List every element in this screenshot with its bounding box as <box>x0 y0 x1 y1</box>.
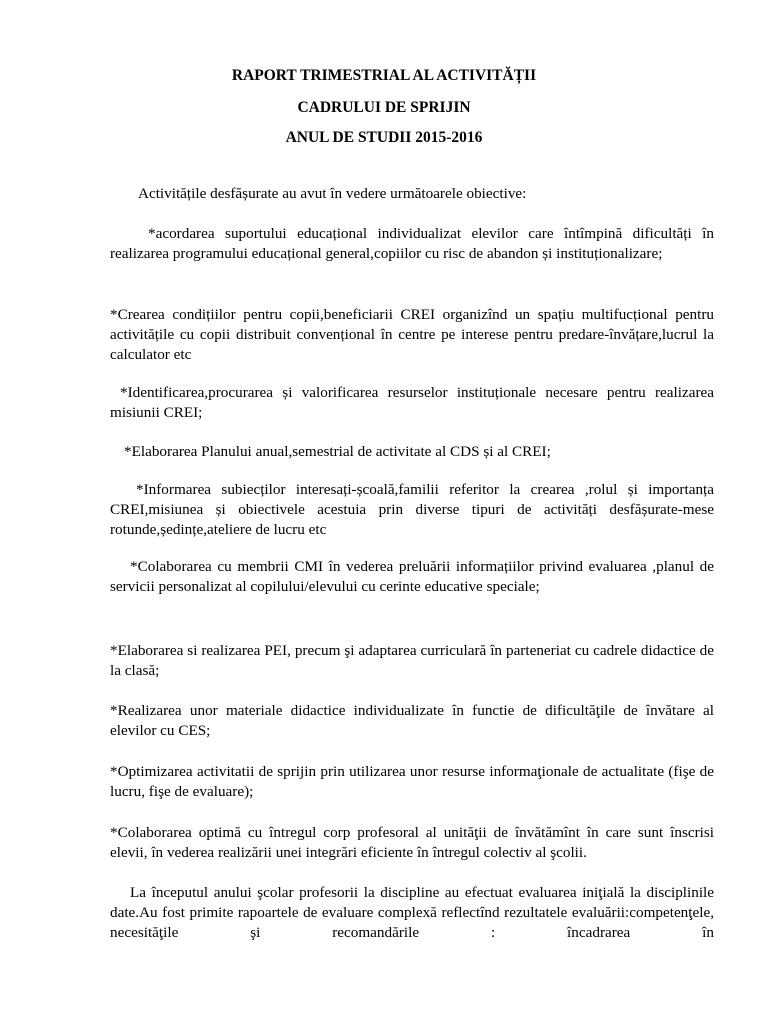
document-title-line-3: ANUL DE STUDII 2015-2016 <box>285 129 483 146</box>
document-title-line-2: CADRULUI DE SPRIJIN <box>297 99 471 116</box>
objective-paragraph-7: *Elaborarea si realizarea PEI, precum şi adaptarea curriculară în parteneriat cu cadrele didactice de la clasă; <box>110 642 714 679</box>
objective-paragraph-5: *Informarea subiecților interesați-școală,familii referitor la crearea ,rolul și importanța CREI,misiunea și obiectivele acestuia prin diverse tipuri de activități desfășurate-mese rotunde,ședințe,ateliere de lucru etc <box>110 481 714 538</box>
objective-paragraph-8: *Realizarea unor materiale didactice individualizate în functie de dificultăţile de învătare al elevilor cu CES; <box>110 702 714 739</box>
objective-paragraph-6: *Colaborarea cu membrii CMI în vederea preluării informațiilor privind evaluarea ,planul de servicii personalizat al copilului/elevului cu cerinte educative speciale; <box>110 558 714 595</box>
body-paragraph-evaluation: La începutul anului şcolar profesorii la discipline au efectuat evaluarea iniţială la disciplinile date.Au fost primite rapoartele de evaluare complexă reflectînd rezultatele evaluării:competenţele, necesităţile şi recomandările : încadrarea în <box>110 884 714 941</box>
objective-paragraph-10: *Colaborarea optimă cu întregul corp profesoral al unităţii de învătămînt în care sunt înscrisi elevii, în vederea realizării unei integrări eficiente în întregul colectiv al şcolii. <box>110 824 714 861</box>
objective-paragraph-3: *Identificarea,procurarea și valorificarea resurselor instituționale necesare pentru realizarea misiunii CREI; <box>110 384 714 421</box>
intro-paragraph: Activitățile desfășurate au avut în vedere următoarele obiective: <box>138 185 527 202</box>
objective-paragraph-1: *acordarea suportului educațional individualizat elevilor care întîmpină dificultăți în realizarea programului educațional general,copiilor cu risc de abandon și instituționalizare; <box>110 225 714 262</box>
objective-paragraph-9: *Optimizarea activitatii de sprijin prin utilizarea unor resurse informaţionale de actualitate (fişe de lucru, fişe de evaluare); <box>110 763 714 800</box>
objective-paragraph-2: *Crearea condițiilor pentru copii,beneficiarii CREI organizînd un spațiu multifucțional pentru activitățile cu copii distribuit convențional în centre pe interese pentru predare-învățare,lucrul la calculator etc <box>110 306 714 363</box>
objective-paragraph-4: *Elaborarea Planului anual,semestrial de activitate al CDS și al CREI; <box>124 443 551 460</box>
document-title-line-1: RAPORT TRIMESTRIAL AL ACTIVITĂȚII <box>231 67 537 84</box>
